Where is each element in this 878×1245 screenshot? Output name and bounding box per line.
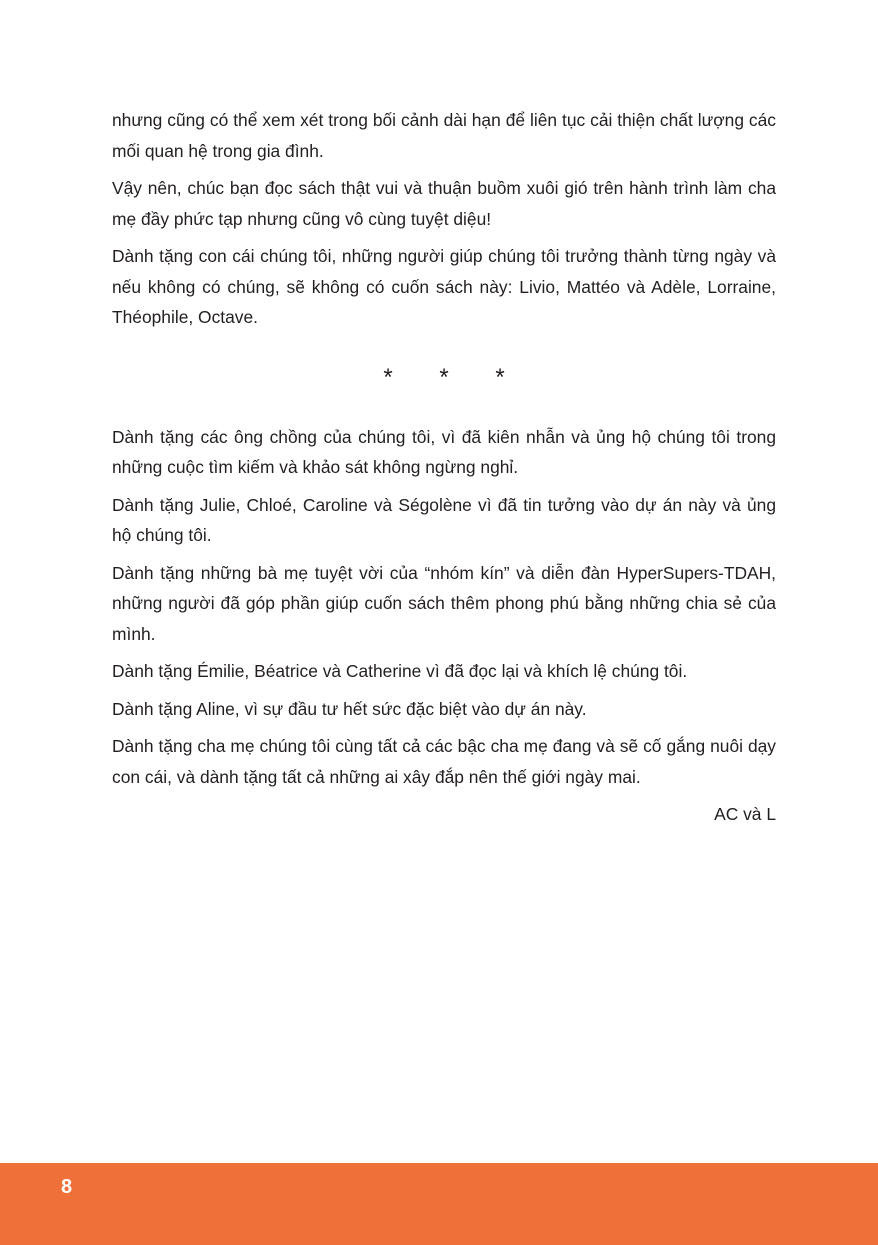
- page-number: 8: [61, 1176, 73, 1198]
- paragraph-dedication-readers: Dành tặng Émilie, Béatrice và Catherine vì đã đọc lại và khích lệ chúng tôi.: [112, 661, 688, 681]
- paragraph-wishes: Vậy nên, chúc bạn đọc sách thật vui và thuận buồm xuôi gió trên hành trình làm cha mẹ đầy phức tạp nhưng cũng vô cùng tuyệt diệu!: [112, 178, 776, 229]
- paragraph-dedication-friends: Dành tặng Julie, Chloé, Caroline và Ségolène vì đã tin tưởng vào dự án này và ủng hộ chúng tôi.: [112, 494, 776, 545]
- footer-band: [0, 1163, 878, 1245]
- section-separator: * * *: [383, 363, 525, 391]
- paragraph-dedication-children: Dành tặng con cái chúng tôi, những người giúp chúng tôi trưởng thành từng ngày và nếu không có chúng, sẽ không có cuốn sách này: Livio, Mattéo và Adèle, Lorraine, Théophile, Octave.: [112, 246, 776, 327]
- paragraph-context: nhưng cũng có thể xem xét trong bối cảnh dài hạn để liên tục cải thiện chất lượng các mối quan hệ trong gia đình.: [112, 110, 776, 161]
- signature: AC và L: [714, 804, 776, 824]
- paragraph-dedication-aline: Dành tặng Aline, vì sự đầu tư hết sức đặc biệt vào dự án này.: [112, 698, 587, 719]
- page-body: [112, 105, 776, 830]
- paragraph-dedication-mothers: Dành tặng những bà mẹ tuyệt vời của “nhóm kín” và diễn đàn HyperSupers-TDAH, những người đã góp phần giúp cuốn sách thêm phong phú bằng những chia sẻ của mình.: [112, 562, 776, 644]
- paragraph-dedication-parents: Dành tặng cha mẹ chúng tôi cùng tất cả các bậc cha mẹ đang và sẽ cố gắng nuôi dạy con cái, và dành tặng tất cả những ai xây đắp nên thế giới ngày mai.: [112, 736, 776, 787]
- paragraph-dedication-husbands: Dành tặng các ông chồng của chúng tôi, vì đã kiên nhẫn và ủng hộ chúng tôi trong những cuộc tìm kiếm và khảo sát không ngừng nghỉ.: [112, 426, 776, 477]
